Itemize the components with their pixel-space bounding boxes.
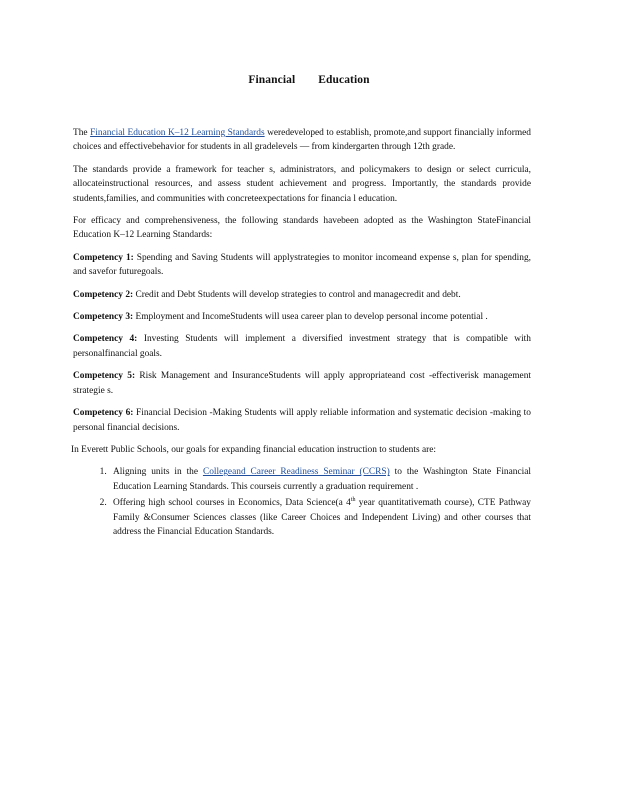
adoption-paragraph: For efficacy and comprehensiveness, the following standards havebeen adopted as the Washington StateFinancial Education K–12 Learning Standards: [73, 216, 531, 241]
framework-paragraph: The standards provide a framework for teacher s, administrators, and policymakers to design or select curricula, allocateinstructional resources, and assess student achievement and progress. Importantly, the standards provide students,families, and communities with concreteexpectations for financia l education. [73, 164, 531, 204]
competency-text: Credit and Debt Students will develop strategies to control and managecredit and debt. [133, 289, 461, 300]
goals-paragraph: In Everett Public Schools, our goals for expanding financial education instruction to students are: [71, 444, 437, 455]
ccrs-link[interactable]: Collegeand Career Readiness Seminar (CCRS) [202, 467, 390, 478]
list-item-text: Offering high school courses in Economics, Data Science(a 4 [113, 498, 351, 509]
list-item-text: Aligning units in the [113, 467, 203, 478]
intro-paragraph [73, 126, 531, 155]
competency-3 [73, 310, 531, 324]
competency-text: Financial Decision -Making Students will apply reliable information and systematic decision -making to personal financial decisions. [73, 408, 531, 433]
competency-label: Competency 4: [73, 334, 138, 345]
list-item-text: year quantitativemath course), CTE Pathway Family &Consumer Sciences classes (like Career Choices and Independent Living) and other courses that address the Financial Education Standards. [113, 498, 531, 537]
competency-text: Spending and Saving Students will applystrategies to monitor incomeand expense s, plan for spending, and savefor futuregoals. [73, 252, 531, 278]
competency-2 [73, 288, 531, 302]
list-item-text: to the Washington State Financial Education Learning Standards. This courseis currently a graduation requirement . [113, 467, 532, 492]
competency-text: Risk Management and InsuranceStudents will apply appropriateand cost -effectiverisk management strategie s. [73, 371, 531, 396]
competency-label: Competency 1: [73, 252, 134, 263]
competency-label: Competency 2: [73, 289, 134, 300]
competency-5 [73, 369, 531, 398]
competency-text: Employment and IncomeStudents will usea career plan to develop personal income potential . [133, 312, 488, 323]
superscript: th [350, 497, 356, 503]
competency-6 [73, 406, 531, 435]
learning-standards-link[interactable]: Financial Education K–12 Learning Standards [90, 128, 265, 138]
competency-4 [73, 332, 531, 361]
competency-label: Competency 6: [73, 408, 134, 419]
competency-text: Investing Students will implement a diversified investment strategy that is compatible with personalfinancial goals. [73, 334, 531, 359]
document-body [73, 126, 531, 541]
competency-label: Competency 5: [73, 371, 136, 382]
goals-list [73, 465, 531, 539]
intro-text-start: The [73, 128, 91, 138]
competency-1 [73, 251, 531, 280]
list-item [109, 496, 531, 539]
list-item [109, 465, 531, 494]
competency-label: Competency 3: [73, 312, 134, 323]
document-title: Financial Education [248, 74, 370, 86]
intro-text-end: weredeveloped to establish, promote,and support financially informed choices and effectivebehavior for students in all gradelevels — from kindergarten through 12th grade. [73, 128, 531, 153]
